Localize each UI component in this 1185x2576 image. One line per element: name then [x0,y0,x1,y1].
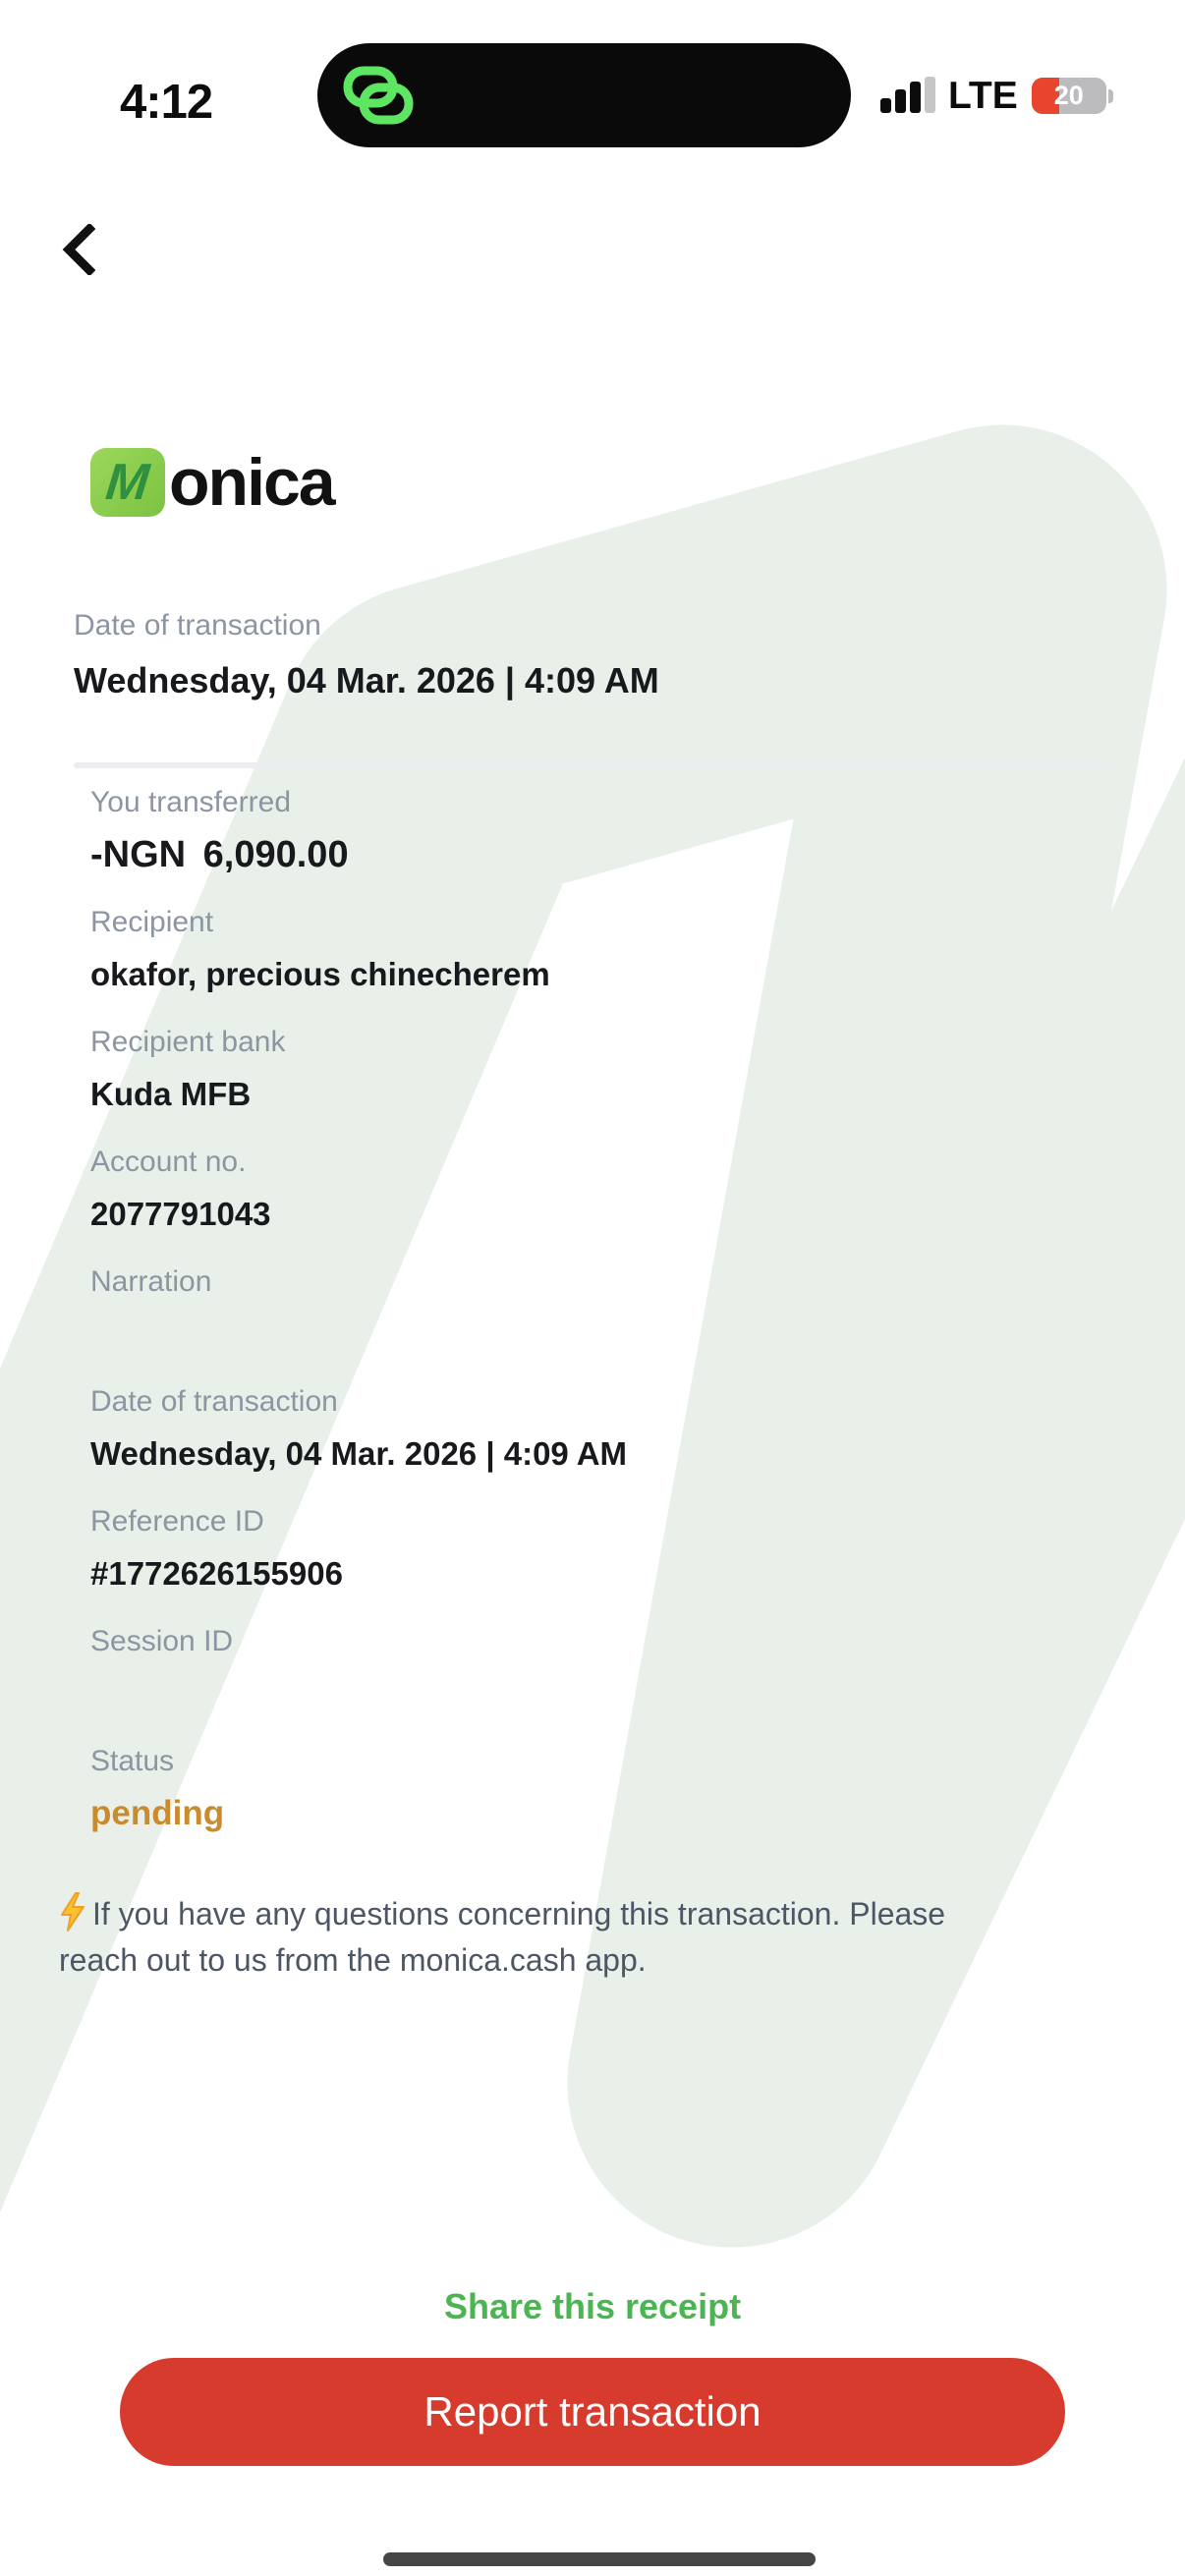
row-label: Recipient [90,906,214,938]
top-date-value: Wednesday, 04 Mar. 2026 | 4:09 AM [74,660,659,700]
top-date-label: Date of transaction [74,609,321,642]
battery-cap [1108,89,1113,103]
row-value: okafor, precious chinecherem [90,956,550,992]
support-notice [59,1891,992,1984]
status-badge: pending [90,1794,225,1832]
row-value: Kuda MFB [90,1076,252,1112]
row-label: Status [90,1745,175,1777]
row-label: Session ID [90,1625,234,1657]
status-bar-time: 4:12 [120,76,213,129]
row-label: Date of transaction [90,1385,338,1418]
detail-row-account-no [90,1146,1093,1232]
share-receipt-link[interactable]: Share this receipt [0,2285,1185,2328]
detail-row-narration [90,1265,1093,1316]
detail-row-recipient-bank [90,1026,1093,1112]
link-chain-icon [343,66,414,125]
detail-row-status [90,1745,1093,1831]
row-label: Narration [90,1265,212,1298]
battery-percent: 20 [1053,81,1084,110]
detail-row-recipient [90,906,1093,992]
detail-row-date [90,1385,1093,1472]
row-value: -NGN 6,090.00 [90,834,349,875]
logo-wordmark: onica [169,445,334,520]
section-divider [74,762,1111,768]
signal-strength-icon [880,77,935,113]
row-label: You transferred [90,786,292,818]
status-bar-right [880,75,1113,117]
battery-icon [1032,78,1106,114]
row-value: Wednesday, 04 Mar. 2026 | 4:09 AM [90,1435,628,1472]
row-value: 2077791043 [90,1196,271,1232]
dynamic-island [317,43,851,147]
detail-row-amount [90,786,1093,875]
row-value: #1772626155906 [90,1555,343,1592]
home-indicator[interactable] [383,2552,816,2566]
row-label: Account no. [90,1146,247,1178]
network-type-label: LTE [948,75,1018,117]
monica-logo-icon [90,448,165,517]
support-notice-text: If you have any questions concerning this transaction. Please reach out to us from the monica.cash app. [59,1896,946,1978]
chevron-left-icon [62,224,95,275]
row-label: Reference ID [90,1505,264,1538]
back-button[interactable] [61,224,96,275]
detail-row-session-id [90,1625,1093,1676]
row-label: Recipient bank [90,1026,286,1058]
lightning-bolt-icon [59,1892,86,1932]
detail-row-reference-id [90,1505,1093,1592]
report-transaction-button[interactable]: Report transaction [120,2358,1065,2466]
monica-logo [90,445,334,520]
logo-m-letter: M [103,454,152,511]
